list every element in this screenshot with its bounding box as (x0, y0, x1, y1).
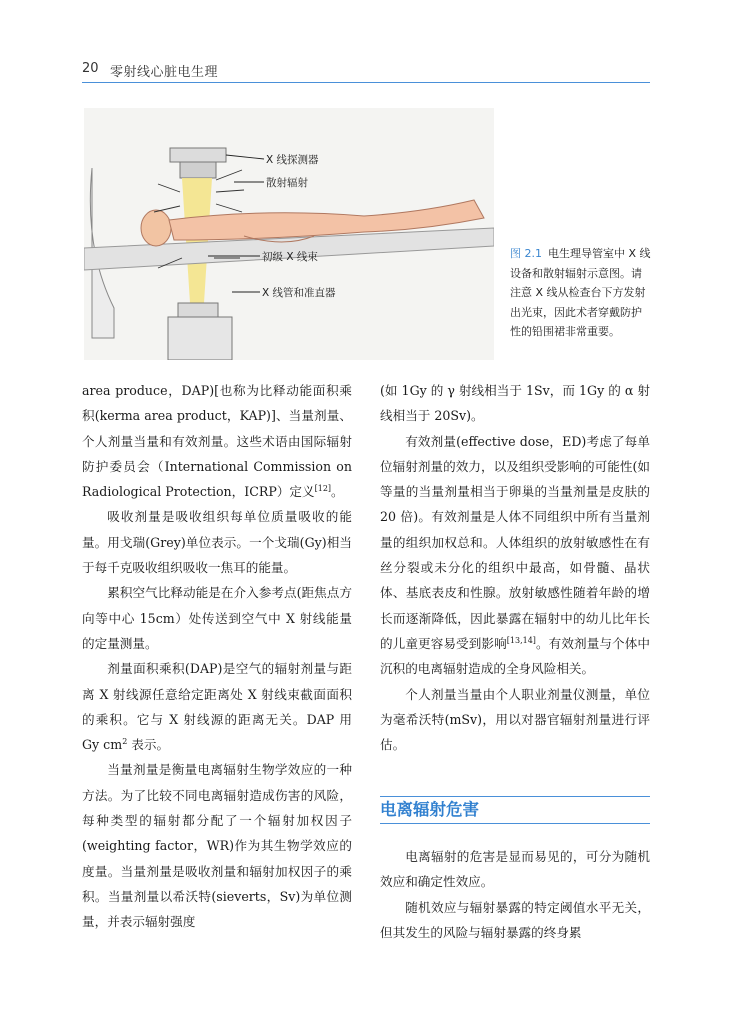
xray-beam (182, 178, 212, 303)
section-heading: 电离辐射危害 (380, 796, 650, 824)
collimator-shape (178, 303, 218, 317)
section-body (380, 844, 650, 945)
superscript: 2 (122, 736, 128, 746)
detector-neck (180, 162, 216, 178)
label-detector: X 线探测器 (266, 154, 319, 166)
text-run: 表示。 (127, 737, 170, 753)
citation: [13,14] (506, 635, 536, 645)
paragraph: 当量剂量是衡量电离辐射生物学效应的一种方法。为了比较不同电离辐射造成伤害的风险，每种类型的辐射都分配了一个辐射加权因子(weighting factor，WR)作为其生物学效应的度量。当量剂量是吸收剂量和辐射加权因子的乘积。当量剂量以希沃特(sieverts，Sv)为单位测量，并表示辐射强度 (82, 762, 352, 930)
text-run: 剂量面积乘积(DAP)是空气的辐射剂量与距离 X 射线源任意给定距离处 X 射线束截面面积的乘积。它与 X 射线源的距离无关。DAP 用 Gy cm (82, 661, 352, 753)
paragraph: 电离辐射的危害是显而易见的，可分为随机效应和确定性效应。 (380, 849, 650, 890)
label-tube-collimator: X 线管和准直器 (262, 287, 336, 299)
caption-label: 图 2.1 (510, 247, 542, 260)
right-column (380, 378, 650, 757)
citation: [12] (314, 484, 332, 493)
paragraph: 随机效应与辐射暴露的特定阈值水平无关，但其发生的风险与辐射暴露的终身累 (380, 899, 650, 940)
patient-head (141, 210, 171, 246)
paragraph (82, 656, 352, 757)
paragraph: 吸收剂量是吸收组织每单位质量吸收的能量。用戈瑞(Grey)单位表示。一个戈瑞(Gy)相当于每千克吸收组织吸收一焦耳的能量。 (82, 509, 352, 576)
paragraph (380, 429, 650, 682)
paragraph: (如 1Gy 的 γ 射线相当于 1Sv，而 1Gy 的 α 射线相当于 20Sv)。 (380, 383, 650, 424)
paragraph: 个人剂量当量由个人职业剂量仪测量，单位为毫希沃特(mSv)，用以对器官辐射剂量进行评估。 (380, 686, 650, 753)
left-column (82, 378, 352, 935)
text-run: 。有效剂量与个体中沉积的电离辐射造成的全身风险相关。 (380, 635, 651, 677)
label-primary-beam: 初级 X 线束 (262, 251, 318, 263)
page-number: 20 (82, 61, 99, 76)
text-run: 。 (331, 484, 344, 500)
running-title: 零射线心脏电生理 (110, 65, 219, 80)
paragraph (82, 378, 352, 504)
text-run: 有效剂量(effective dose，ED)考虑了每单位辐射剂量的效力，以及组织受影响的可能性(如等量的当量剂量相当于卵巢的当量剂量是皮肤的 20 倍)。有效剂量是人体不同组织中所有当量剂量的组织加权总和。人体组织的放射敏感性在有丝分裂或未分化的组织中最高，如骨髓、晶状体、基底表皮和性腺。放射敏感性随着年龄的增长而逐渐降低，因此暴露在辐射中的幼儿比年长的儿童更容易受到影响 (380, 433, 650, 651)
page-header (82, 58, 650, 83)
detector-shape (170, 148, 226, 162)
xray-tube-shape (168, 317, 232, 360)
paragraph: 累积空气比释动能是在介入参考点(距焦点方向等中心 15cm）处传送到空气中 X 射线能量的定量测量。 (82, 585, 352, 651)
caption-text: 电生理导管室中 X 线设备和散射辐射示意图。请注意 X 线从检查台下方发射出光束，因此术者穿戴防护性的铅围裙非常重要。 (510, 247, 651, 338)
figure-illustration (84, 108, 494, 360)
xray-room-illustration (84, 108, 494, 360)
figure-caption (510, 244, 652, 342)
label-scatter: 散射辐射 (266, 177, 308, 189)
text-run: area produce，DAP)[也称为比释动能面积乘积(kerma area product，KAP)]、当量剂量、个人剂量当量和有效剂量。这些术语由国际辐射防护委员会（International Commission on Radiological Protection，ICRP）定义 (82, 383, 352, 500)
